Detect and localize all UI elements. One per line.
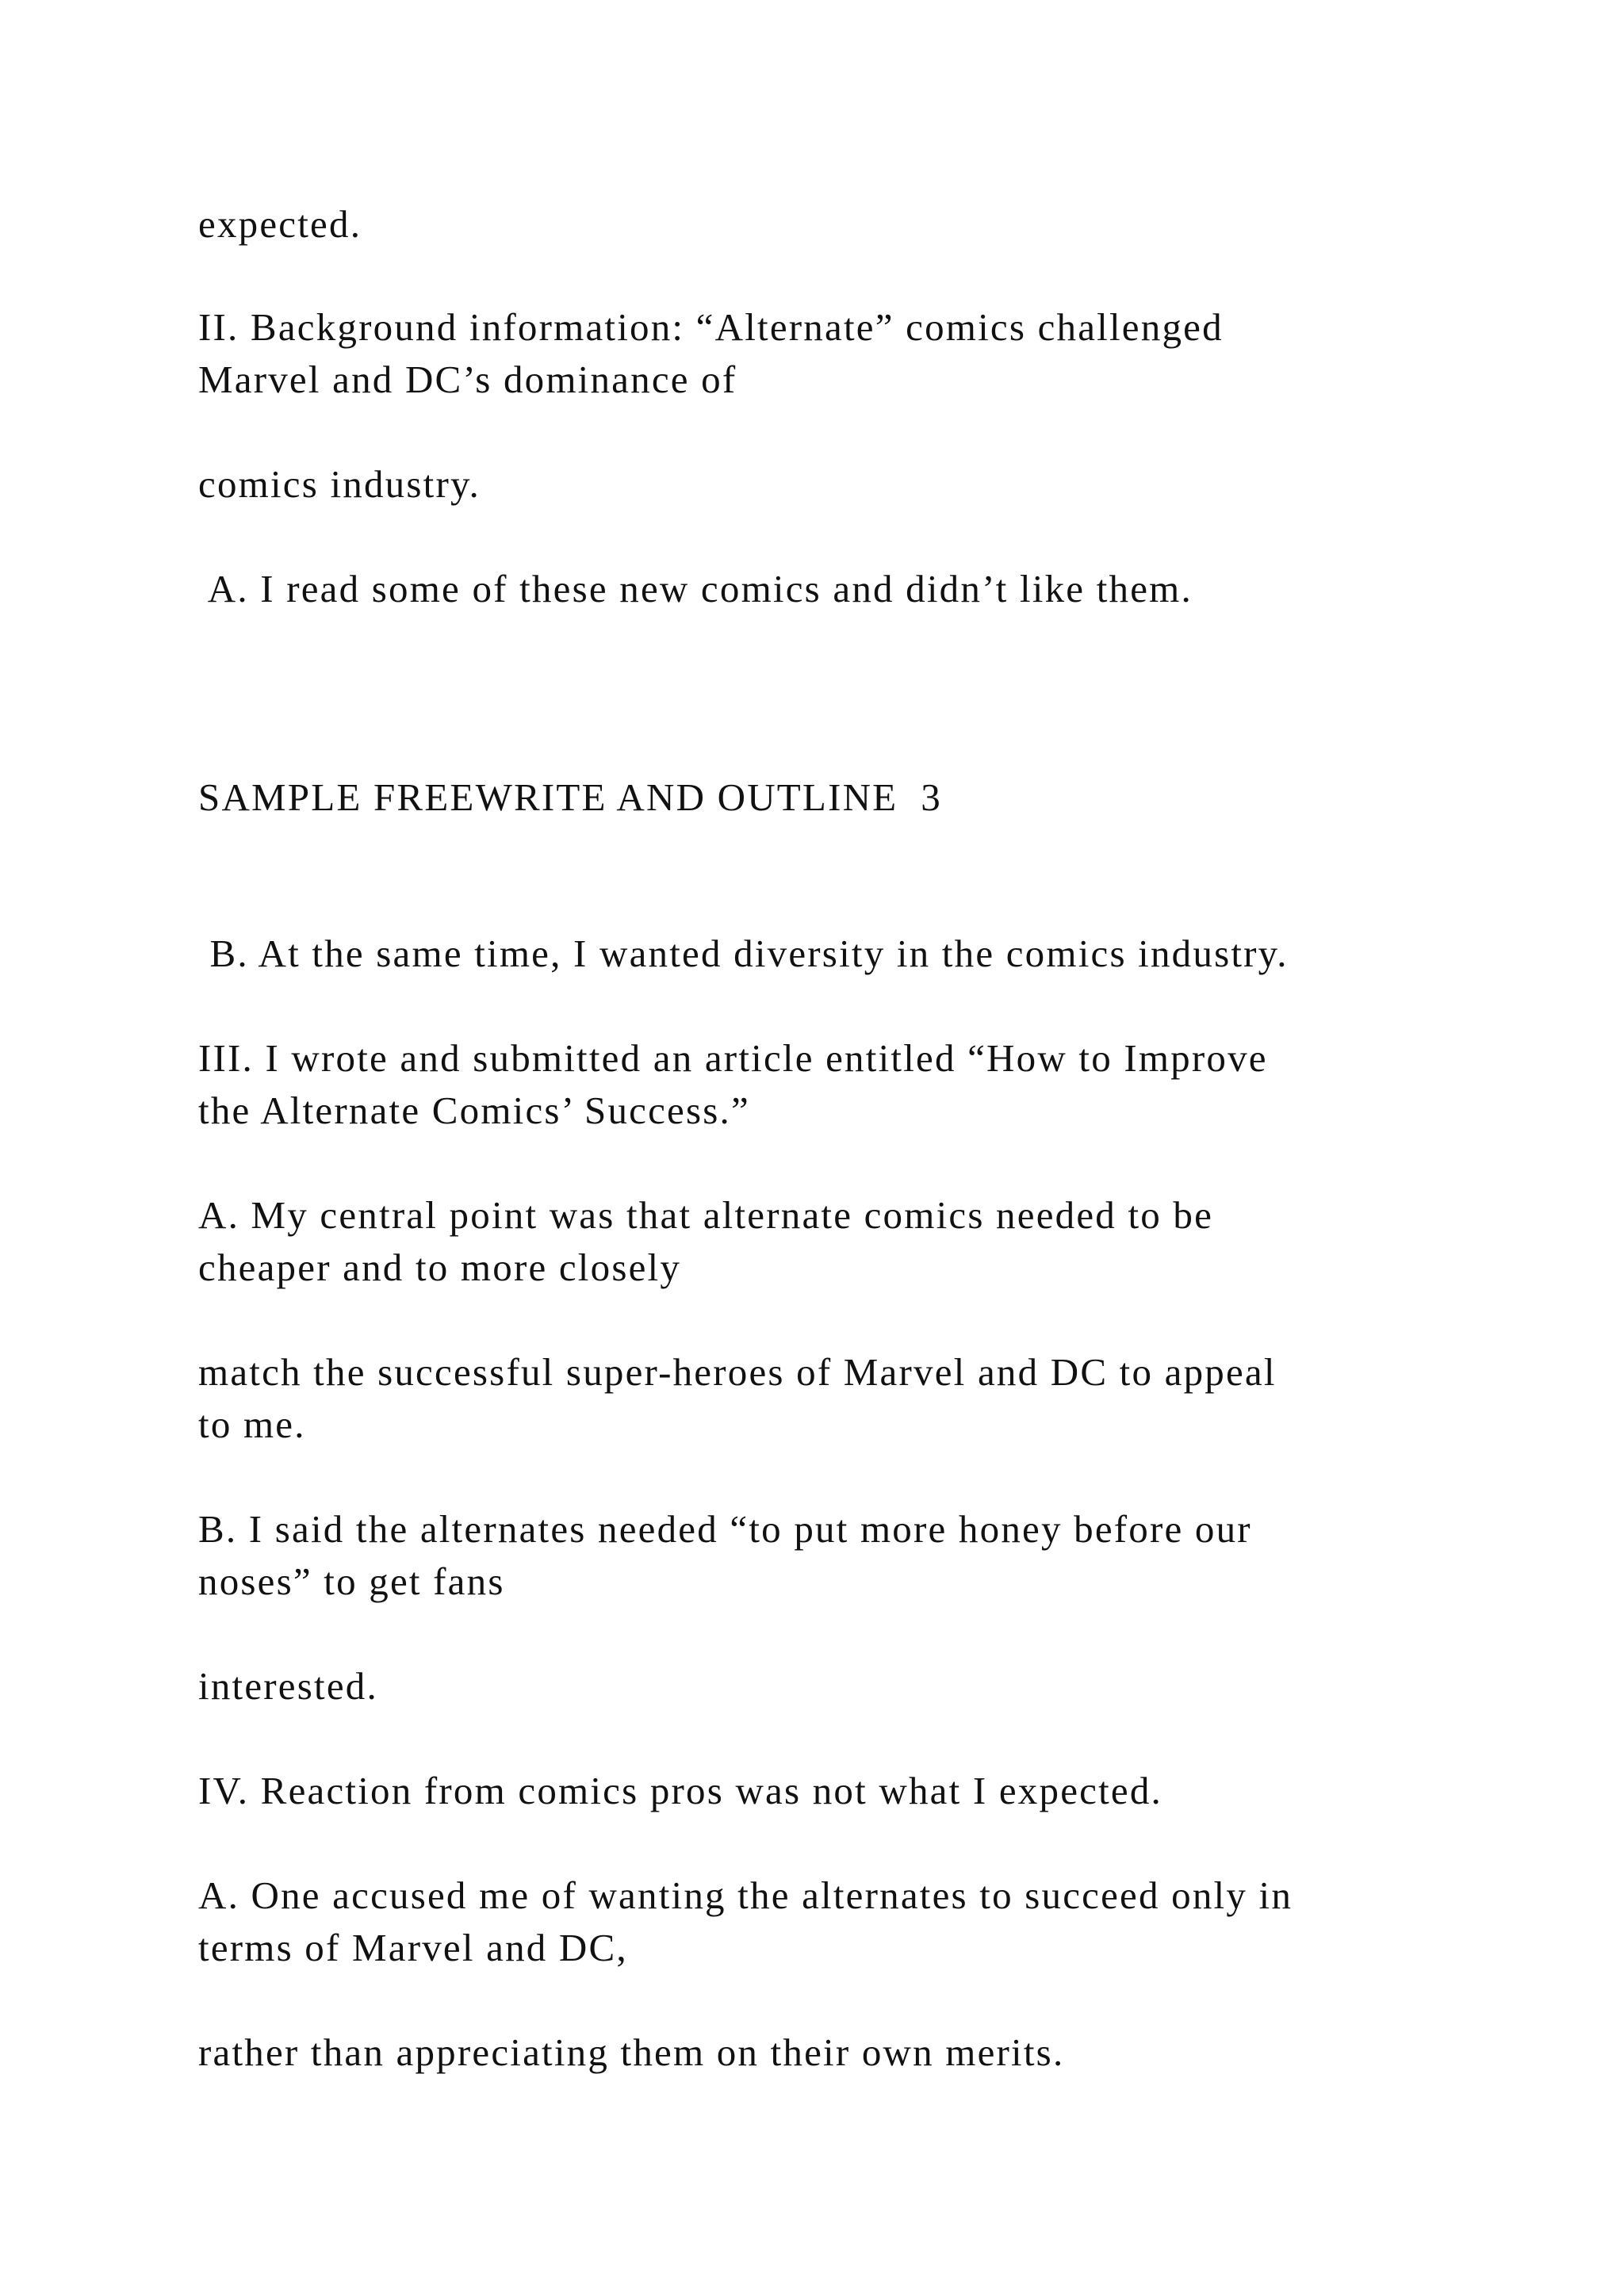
text-line: expected. [198, 202, 362, 246]
page-header: SAMPLE FREEWRITE AND OUTLINE 3 [198, 775, 942, 819]
outline-item-b: B. I said the alternates needed “to put more honey before our [198, 1507, 1252, 1551]
text-line: the Alternate Comics’ Success.” [198, 1089, 750, 1132]
text-line: Marvel and DC’s dominance of [198, 358, 737, 401]
text-line: rather than appreciating them on their own merits. [198, 2030, 1065, 2074]
text-line: terms of Marvel and DC, [198, 1926, 628, 1969]
outline-item-a: A. My central point was that alternate comics needed to be [198, 1193, 1214, 1237]
text-line: interested. [198, 1664, 378, 1708]
outline-heading-iv: IV. Reaction from comics pros was not what I expected. [198, 1769, 1163, 1812]
outline-item-b: B. At the same time, I wanted diversity in the comics industry. [198, 932, 1289, 975]
outline-heading-iii: III. I wrote and submitted an article entitled “How to Improve [198, 1036, 1268, 1080]
text-line: noses” to get fans [198, 1559, 505, 1603]
outline-heading-ii: II. Background information: “Alternate” comics challenged [198, 305, 1224, 349]
outline-item-a: A. I read some of these new comics and didn’t like them. [198, 567, 1193, 610]
text-line: match the successful super-heroes of Marvel and DC to appeal [198, 1350, 1277, 1394]
text-line: to me. [198, 1402, 306, 1446]
text-line: comics industry. [198, 462, 481, 506]
text-line: cheaper and to more closely [198, 1246, 682, 1289]
outline-item-a: A. One accused me of wanting the alternates to succeed only in [198, 1873, 1293, 1917]
